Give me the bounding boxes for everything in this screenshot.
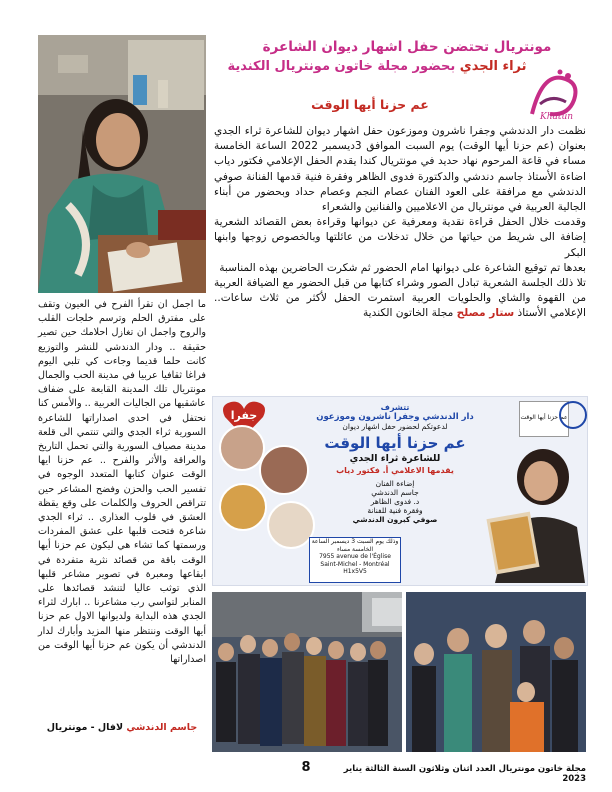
page-number xyxy=(296,760,316,775)
poster-invite-2: لدعوتكم لحضور حفل اشهار ديوان xyxy=(342,422,448,431)
article-paragraph-4 xyxy=(214,276,586,322)
poster-artist: صوفي كبرون الدندشي xyxy=(352,515,438,524)
left-column-text xyxy=(38,298,206,667)
group-photo-illustration xyxy=(212,592,586,752)
poster-book-title: عم حزنا أيها الوقت xyxy=(324,434,466,452)
poster-poet: للشاعرة ثراء الجدي xyxy=(349,453,441,464)
poet-with-book-illustration xyxy=(485,437,585,583)
article-paragraph-2: وقدمت خلال الحفل قراءة نقدية ومعرفية عن ديوانها وقراءة بعض القصائد الشعرية إضافة الى شريط من حياتها من خلال تدخلات من عائلتها وبالخصوص زوجها وابنها البكر xyxy=(214,216,586,259)
poster-address-box xyxy=(309,537,401,583)
headline-poet-name: ثراء الجدي xyxy=(459,59,527,74)
article-paragraph-3: بعدها تم توقيع الشاعرة على ديوانها امام الحضور ثم شكرت الحاضرين بهذه المناسبة xyxy=(219,261,586,274)
headline-rest: بحضور مجلة خاتون مونتريال الكندية xyxy=(227,59,460,74)
poster-poet-photo xyxy=(485,437,585,583)
poster-photo-speaker-3 xyxy=(219,483,267,531)
poster-watermark-logo xyxy=(559,401,587,429)
poster-text-block xyxy=(309,403,481,524)
left-column-body: ما اجمل ان تقرأ الفرح في العيون وتقف على مفترق الحلم وترسم خلجات القلب والروح واجمل ان تغازل احلامك حين تصير حقيقة .. ودار الدندشي للنشر والتوزيع كانت حلما قديما وجاءت كي تلبي اليوم فراغا ثقافيا عربيا في مدينة الحب والجمال مونتريال تلك المدينة القابعة على ضفاف عاشقيها من الجاليات العربية .. والأمس كنا نحتفل في احدى اصداراتها للشاعرة السورية ثراء الجدي والتي تنتمي الى قلعة مدينة مصياف السورية والتي تحمل التاريخ والعراقة والأثر والفرح .. عم حزنا ايها الوقت عنوان كتابها المتعدد الوجوه في تفسير الحب والحزن وفضح المشاعر حين تتراقص الحروف والكلمات على وقع يقظة العشق في قلوب العذارى .. ثراء الجدي شاعرة فتحت قلبها على عشق المفردات ورسمتها كما تشاء هي ليكون عم حزنا أيها الوقت باقة من قصائد نثرية متفردة في ايقاعها ومعبرة في تصوير مشاعر قلبها الذي توثب عاليا لتنشد قصائدها على المنابر لتواسي رب مشاعرنا .. ابارك لثراء الجدي هذه البداية ولديوانها الاول عم حزنا أيها الوقت وننتظر منها المزيد وأبارك لدار الدندشي أن يكون عم حزنا أيها الوقت من اصداراتها xyxy=(38,299,206,666)
poster-publisher: دار الدندشي وجفرا ناشرون وموزعون xyxy=(316,412,474,422)
article-body xyxy=(214,124,586,322)
heart-label: جفرا xyxy=(230,409,258,422)
poster-speaker-1: جاسم الدندشي xyxy=(371,488,419,497)
article-subtitle xyxy=(270,97,470,112)
poster-art-label: وفقرة فنية للفنانة xyxy=(367,506,423,515)
issue-footer xyxy=(330,764,586,784)
logo-latin: Khatun xyxy=(540,112,574,122)
page-number-text: 8 xyxy=(301,760,311,775)
article-paragraph-1: نظمت دار الدندشي وجفرا ناشرون وموزعون حفل اشهار ديوان للشاعرة ثراء الجدي بعنوان (عم حزنا أيها الوقت) يوم السبت الموافق 3ديسمبر 2022 الساعة الخامسة مساء في قاعة المرحوم نهاد حديد في مونتريال كندا يقدم الحفل الإعلامي فكتور دياب اضاءة الأستاذ جاسم دندشي والدكتورة فدوى الظاهر وفقرة فنية قدمها الفنانة صوفي الدندشي مع مرافقة على العود الفنان عصام النجم وعصام حداد وبحضور من أبناء الجالية العربية في مونتريال من الاعلاميين والفنانين والشعراء xyxy=(214,125,586,214)
poster-photo-speaker-2 xyxy=(259,445,309,495)
poster-photo-speaker-4 xyxy=(267,501,315,549)
article-paragraph-4-text: تلا ذلك الجلسة الشعرية تبادل الصور وشراء كتابها من قبل الحضور مع الضيافة العربية من القهوة والشاي والحلويات العربية استمرت الحفل لأكثر من ثلاث ساعات.. الإعلامي الأستاذ xyxy=(214,277,586,320)
poster-date: وذلك يوم السبت 3 ديسمبر الساعة الخامسة مساء xyxy=(311,538,399,553)
poster-invite: تتشرف xyxy=(380,403,410,412)
poster-address-3: H1x5V5 xyxy=(343,568,367,575)
headline-line-1 xyxy=(212,38,602,57)
poster-address-1: 7955 avenue de l'Église xyxy=(319,553,391,560)
headline-text: مونتريال تحتضن حفل اشهار ديوان الشاعرة xyxy=(262,39,552,55)
book-cover-title: عم حزنا أيها الوقت xyxy=(520,414,568,421)
subtitle-text: عم حزنا أيها الوقت xyxy=(311,97,429,112)
poet-signing-photo xyxy=(38,35,206,293)
credit-author: جاسم الدندشي xyxy=(126,722,198,733)
poster-speakers-label: إضاءة الفنان xyxy=(375,479,415,488)
left-column-credit xyxy=(38,722,206,733)
poster-photo-speaker-1 xyxy=(219,425,265,471)
event-group-photo xyxy=(212,592,586,752)
poster-address-2: Saint-Michel - Montréal xyxy=(320,560,390,568)
poet-signing-illustration xyxy=(38,35,206,293)
poster-host: يقدمها الاعلامي أ. فكتور دياب xyxy=(336,466,454,475)
issue-footer-text: مجلة خاتون مونتريال العدد اثنان وثلاثون السنة الثالثة يناير 2023 xyxy=(343,764,586,784)
poster-speaker-2: د. فدوى الظاهر xyxy=(370,497,420,506)
closing-name: ستار مصلح xyxy=(456,307,515,320)
khatun-logo xyxy=(522,64,588,128)
credit-place: لافال - مونتريال xyxy=(46,722,127,733)
closing-rest: مجلة الخاتون الكندية xyxy=(363,307,457,320)
headline-line-2 xyxy=(212,58,542,76)
event-poster xyxy=(212,396,588,586)
